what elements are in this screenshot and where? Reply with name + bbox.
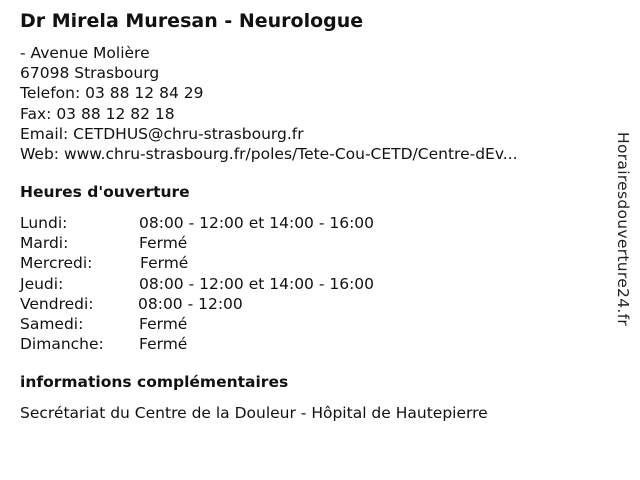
day-label: Samedi: bbox=[20, 314, 84, 333]
day-hours: Fermé bbox=[140, 254, 189, 273]
web-line[interactable]: Web: www.chru-strasbourg.fr/poles/Tete-Cou-CETD/Centre-dEv... bbox=[20, 144, 518, 163]
day-label: Lundi: bbox=[20, 214, 68, 232]
day-hours: 08:00 - 12:00 bbox=[138, 294, 243, 313]
day-hours: Fermé bbox=[139, 314, 188, 333]
day-hours: 08:00 - 12:00 et 14:00 - 16:00 bbox=[139, 214, 375, 232]
fax-line: Fax: 03 88 12 82 18 bbox=[20, 104, 175, 123]
day-label: Jeudi: bbox=[20, 274, 64, 293]
contact-block bbox=[20, 43, 518, 164]
day-hours: 08:00 - 12:00 et 14:00 - 16:00 bbox=[139, 274, 375, 293]
day-label: Mercredi: bbox=[20, 254, 93, 273]
day-label: Vendredi: bbox=[20, 294, 94, 313]
day-hours: Fermé bbox=[139, 234, 188, 253]
info-text: Secrétariat du Centre de la Douleur - Hôpital de Hautepierre bbox=[20, 404, 488, 422]
email-line[interactable]: Email: CETDHUS@chru-strasbourg.fr bbox=[20, 124, 304, 143]
info-heading: informations complémentaires bbox=[20, 373, 289, 391]
address-street: - Avenue Molière bbox=[20, 44, 150, 62]
address-city: 67098 Strasbourg bbox=[20, 64, 160, 83]
phone-line[interactable]: Telefon: 03 88 12 84 29 bbox=[20, 84, 204, 103]
hours-heading: Heures d'ouverture bbox=[20, 183, 190, 201]
day-hours: Fermé bbox=[139, 335, 188, 354]
page-title: Dr Mirela Muresan - Neurologue bbox=[20, 10, 364, 32]
site-watermark: Horairesdouverture24.fr bbox=[614, 132, 632, 327]
day-label: Mardi: bbox=[20, 234, 69, 253]
day-label: Dimanche: bbox=[20, 335, 104, 354]
